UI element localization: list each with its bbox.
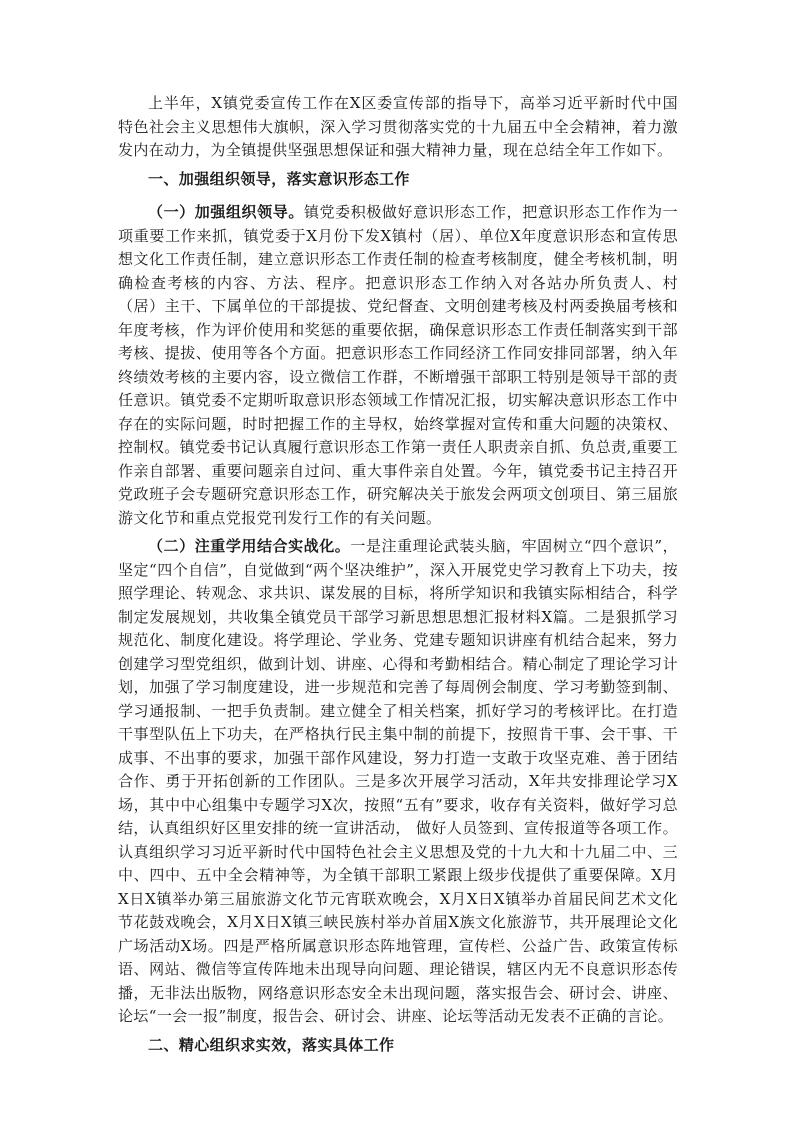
section-1-heading: 一、加强组织领导，落实意识形态工作 bbox=[148, 169, 410, 188]
intro-paragraph: 上半年，X镇党委宣传工作在X区委宣传部的指导下，高举习近平新时代中国特色社会主义思想伟大旗帜，深入学习贯彻落实党的十九届五中全会精神，着力激发内在动力，为全镇提供坚强思想保证和强大精神力量，现在总结全年工作如下。 bbox=[118, 94, 678, 159]
subsection-1-body: 镇党委积极做好意识形态工作，把意识形态工作作为一项重要工作来抓，镇党委于X月份下发X镇村（居）、单位X年度意识形态和宣传思想文化工作责任制，建立意识形态工作责任制的检查考核制度，健全考核机制，明确检查考核的内容、方法、程序。把意识形态工作纳入对各站办所负责人、村（居）主干、下属单位的干部提拔、党纪督查、文明创建考核及村两委换届考核和年度考核，作为评价使用和奖惩的重要依据，确保意识形态工作责任制落实到干部考核、提拔、使用等各个方面。把意识形态工作同经济工作同安排同部署，纳入年终绩效考核的主要内容，设立微信工作群，不断增强干部职工特别是领导干部的责任意识。镇党委不定期听取意识形态领域工作情况汇报，切实解决意识形态工作中存在的实际问题，时时把握工作的主导权，始终掌握对宣传和重大问题的决策权、控制权。镇党委书记认真履行意识形态工作第一责任人职责亲自抓、负总责,重要工作亲自部署、重要问题亲自过问、重大事件亲自处置。今年，镇党委书记主持召开党政班子会专题研究意识形态工作，研究解决关于旅发会两项文创项目、第三届旅游文化节和重点党报党刊发行工作的有关问题。 bbox=[118, 203, 678, 527]
section-2-heading: 二、精心组织求实效，落实具体工作 bbox=[148, 1035, 395, 1054]
subsection-2-title: （二）注重学用结合实战化。 bbox=[148, 537, 351, 555]
subsection-2-body: 一是注重理论武装头脑，牢固树立“四个意识”，坚定“四个自信”，自觉做到“两个坚决维护”，深入开展党史学习教育上下功夫，按照学理论、转观念、求共识、谋发展的目标，将所学知识和我镇实际相结合，科学制定发展规划，共收集全镇党员干部学习新思想思想汇报材料X篇。二是狠抓学习规范化、制度化建设。将学理论、学业务、党建专题知识讲座有机结合起来，努力创建学习型党组织，做到计划、讲座、心得和考勤相结合。精心制定了理论学习计划，加强了学习制度建设，进一步规范和完善了每周例会制度、学习考勤签到制、学习通报制、一把手负责制。建立健全了相关档案，抓好学习的考核评比。在打造干事型队伍上下功夫，在严格执行民主集中制的前提下，按照肯干事、会干事、干成事、不出事的要求，加强干部作风建设，努力打造一支敢于攻坚克难、善于团结合作、勇于开拓创新的工作团队。三是多次开展学习活动，X年共安排理论学习X场，其中中心组集中专题学习X次，按照“五有”要求，收存有关资料，做好学习总结，认真组织好区里安排的统一宣讲活动， 做好人员签到、宣传报道等各项工作。认真组织学习习近平新时代中国特色社会主义思想及党的十九大和十九届二中、三中、四中、五中全会精神等，为全镇干部职工紧跟上级步伐提供了重要保障。X月X日X镇举办第三届旅游文化节元宵联欢晚会，X月X日X镇举办首届民间艺术文化节花鼓戏晚会，X月X日X镇三峡民族村举办首届X族文化旅游节，共开展理论文化广场活动X场。四是严格所属意识形态阵地管理，宣传栏、公益广告、政策宣传标语、网站、微信等宣传阵地未出现导向问题、理论错误，辖区内无不良意识形态传播，无非法出版物，网络意识形态安全未出现问题，落实报告会、研讨会、讲座、论坛“一会一报”制度，报告会、研讨会、讲座、论坛等活动无发表不正确的言论。 bbox=[118, 537, 679, 1025]
subsection-1-title: （一）加强组织领导。 bbox=[148, 203, 304, 221]
document-page bbox=[118, 92, 678, 1067]
section-1-paragraph-1 bbox=[118, 201, 678, 530]
section-1-paragraph-2 bbox=[118, 535, 678, 1029]
